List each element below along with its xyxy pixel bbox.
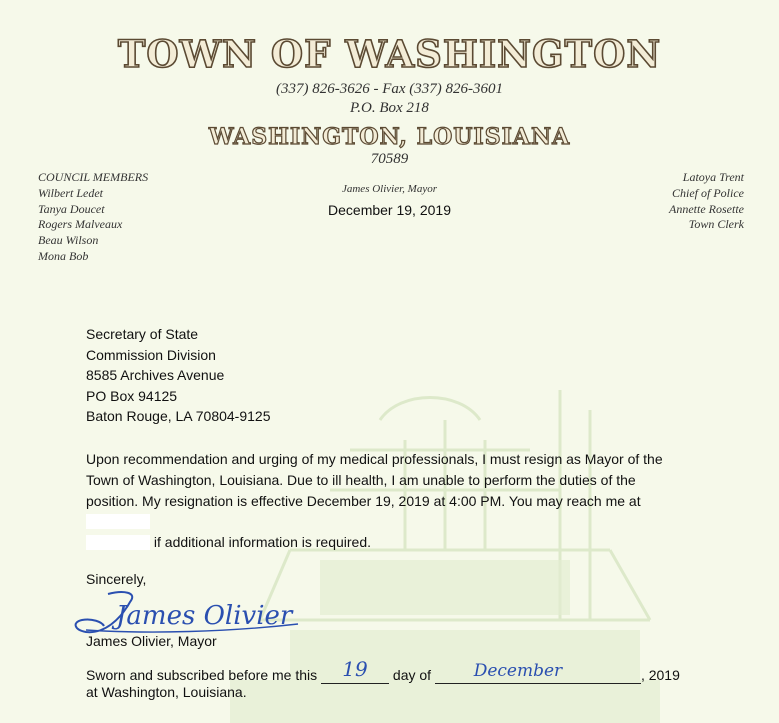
month-blank[interactable] — [435, 661, 641, 684]
notary-line — [86, 657, 680, 684]
council-member: Mona Bob — [38, 248, 89, 263]
staff-line: Latoya Trent — [682, 170, 744, 184]
day-value: 19 — [342, 657, 368, 681]
letter-date: December 19, 2019 — [328, 202, 451, 218]
redacted-contact — [86, 535, 150, 550]
town-name-heading: TOWN OF WASHINGTON — [117, 32, 662, 76]
notary-place: at Washington, Louisiana. — [86, 684, 247, 700]
staff-line: Chief of Police — [672, 185, 744, 200]
day-blank[interactable] — [321, 657, 389, 684]
recipient-address — [86, 324, 271, 427]
letter-body — [86, 449, 686, 553]
po-box: P.O. Box 218 — [350, 100, 429, 116]
staff-line: Annette Rosette — [669, 201, 744, 216]
notary-text-after: , 2019 — [640, 667, 680, 683]
phone-fax: (337) 826-3626 - Fax (337) 826-3601 — [275, 81, 504, 97]
council-member: Beau Wilson — [38, 233, 99, 248]
council-heading: COUNCIL MEMBERS — [38, 170, 149, 184]
address-line: Baton Rouge, LA 70804-9125 — [86, 408, 271, 424]
zip-code: 70589 — [370, 151, 409, 167]
body-text-part1: Upon recommendation and urging of my medical professionals, I must resign as Mayor of the Town of Washington, Louisiana. Due to ill health, I am unable to perform the duties of the position. My resignation is effective December 19, 2019 at 4:00 PM. You may reach me at — [86, 451, 663, 509]
mayor-line: James Olivier, Mayor — [341, 183, 437, 195]
notary-text-before: Sworn and subscribed before me this — [86, 667, 318, 683]
staff-line: Town Clerk — [688, 217, 744, 232]
redacted-contact — [86, 514, 150, 529]
council-member: Rogers Malveaux — [38, 217, 123, 232]
closing: Sincerely, — [86, 571, 147, 587]
signer-name: James Olivier, Mayor — [86, 633, 217, 649]
address-line: Commission Division — [86, 346, 216, 363]
body-text-part2: if additional information is required. — [153, 534, 372, 551]
council-member: Wilbert Ledet — [38, 185, 103, 200]
council-member: Tanya Doucet — [38, 201, 105, 216]
month-value: December — [473, 661, 563, 681]
notary-text-middle: day of — [392, 667, 432, 683]
address-line: 8585 Archives Avenue — [86, 367, 225, 383]
signature-text: James Olivier — [116, 601, 293, 631]
address-line: PO Box 94125 — [86, 387, 178, 404]
address-line: Secretary of State — [86, 326, 199, 342]
city-state-heading: WASHINGTON, LOUISIANA — [208, 124, 571, 150]
